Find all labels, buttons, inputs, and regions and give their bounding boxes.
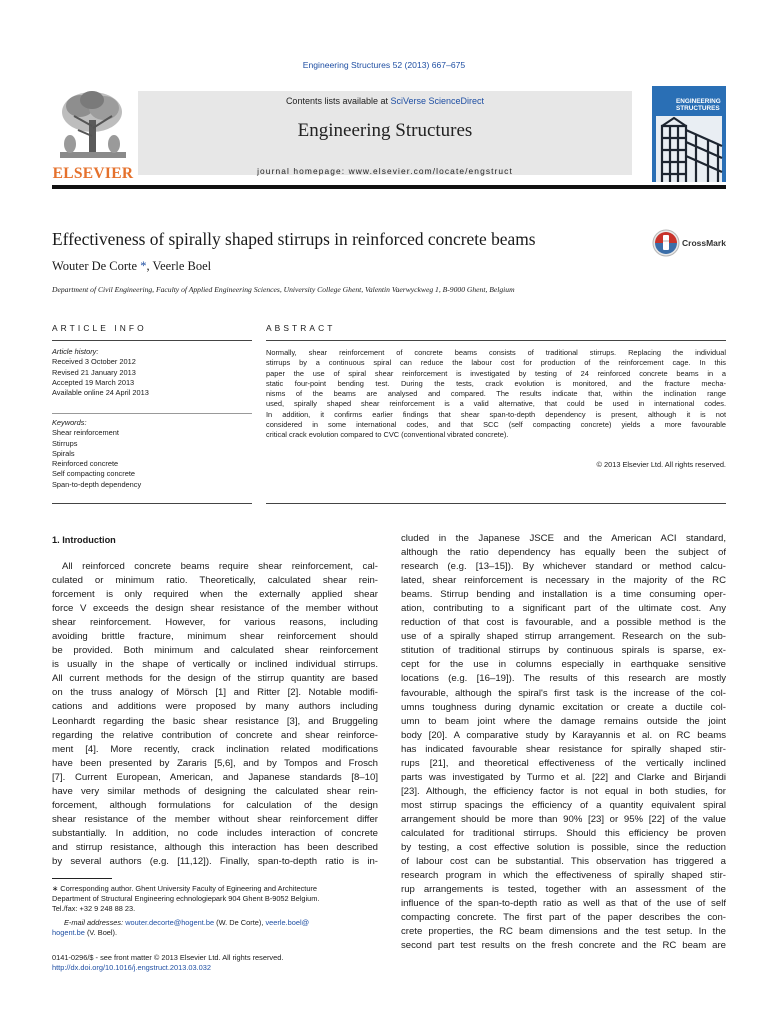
body-line: research (e.g. [13–15]). By whichever standard or method calcu- [401,561,726,573]
body-line: most stirrup spacings the efficiency of a quantity equivalent spiral [401,799,726,811]
body-line: on the truss analogy of Mörsch [1] and Ritter [2]. Notable modifi- [52,687,378,699]
abstract-line: paper the use of spiral shear reinforcement is investigated by testing of 24 reinforced concrete beams in a [266,368,726,378]
body-line: shear resistance of the member without shear reinforcement differ [52,813,378,825]
contents-prefix: Contents lists available at [285,96,391,106]
body-line: ation, contributing to a significant part of the ultimate cost. Any [401,603,726,615]
contents-line [138,96,632,106]
author-name: Wouter De Corte [52,259,138,273]
footnote-rule [52,878,112,879]
paper-title: Effectiveness of spirally shaped stirrups in reinforced concrete beams [52,229,536,249]
author-affiliation: Department of Civil Engineering, Faculty of Applied Engineering Sciences, University College Ghent, Valentin Vaerwyckweg 1, B-9000 Ghent, Belgium [52,285,515,294]
email-label: E-mail addresses: [64,918,124,927]
body-line: avoiding brittle fracture, minimum shear reinforcement should [52,631,378,643]
body-column-left [52,560,378,869]
footnote-line: Department of Structural Engineering echnologiepark 904 Ghent B-9052 Belgium. [52,894,320,903]
body-line: influence of the span-to-depth ratio as well as that of the use of self [401,898,726,910]
keyword: Self compacting concrete [52,469,135,479]
body-line: have been presented by Zararis [5,6], and by Tompos and Frosch [52,757,378,769]
body-line: although the ratio dependency has equally been the subject of [401,547,726,559]
body-line: locations (e.g. [16–19]). The results of this research are mostly [401,673,726,685]
body-line: second part test results on the fresh concrete and the RC beam are [401,940,726,952]
body-line: by several authors (e.g. [11,12]). Finally, span-to-depth ratio is in- [52,855,378,867]
body-line: rup arrangements is tested, together with an assessment of the [401,884,726,896]
publisher-logo-text: ELSEVIER [52,165,134,182]
cover-title [676,98,726,112]
section-heading: 1. Introduction [52,535,116,545]
email-owner: (V. Boel). [84,928,118,937]
body-line: cept for the use in columns especially in earthquake sensitive [401,659,726,671]
history-online: Available online 24 April 2013 [52,388,149,398]
body-line: compacting concrete. The first part of the paper describes the con- [401,912,726,924]
body-line: forcement is only required when the externally applied shear [52,589,378,601]
crossmark-label[interactable]: CrossMark [682,238,726,248]
body-line: be provided. Both minimum and calculated shear reinforcement [52,645,378,657]
corresponding-author-marker[interactable]: * [140,259,147,273]
body-line: shear reinforcement. However, for various reasons, including [52,617,378,629]
abstract-line: Normally, shear reinforcement of concrete beams consists of traditional stirrups. Replacing the individual [266,348,726,357]
body-column-right [401,532,726,953]
article-info-heading: ARTICLE INFO [52,323,147,333]
body-line: have very similar methods of designing the calculated shear rein- [52,785,378,797]
abstract-rule [266,340,726,341]
email-link-boel[interactable]: veerle.boel@ [265,918,310,927]
body-line: regarding the relative contribution of concrete and shear reinforce- [52,729,378,741]
history-label: Article history: [52,347,99,356]
body-line: favourable, although the spiral's first task is the increase of the col- [401,687,726,699]
body-line: arrangement should be more than 90% [23] or 95% [22] of the value [401,813,726,825]
footnote-emails [64,918,378,928]
front-matter: 0141-0296/$ - see front matter © 2013 Elsevier Ltd. All rights reserved. [52,953,284,962]
crossmark-icon [652,228,680,258]
abstract-line: static four-point bending test. During the tests, crack evolution is monitored, and the fracture mecha- [266,378,726,388]
body-line: is usually in the shape of vertically or inclined individual stirrups. [52,659,378,671]
abstract-line: In addition, it confirms earlier findings that shear span-to-depth dependency is present, although it is not [266,409,726,419]
body-line: calculated for traditional stirrups. Should this efficiency be proven [401,827,726,839]
body-line: parts was investigated by Turmo et al. [22] and Clarke and Birjandi [401,771,726,783]
abstract-body [266,348,726,441]
abstract-heading: ABSTRACT [266,323,336,333]
body-line: of labour cost can be substantial. This observation has triggered a [401,856,726,868]
keyword: Span-to-depth dependency [52,479,142,489]
body-line: lated, shear reinforcement is necessary in the majority of the RC [401,575,726,587]
body-line: reduction of that cost is favourable, and a possible method is the [401,617,726,629]
body-line: [7]. Current European, American, and Japanese standards [8–10] [52,771,378,783]
keyword: Reinforced concrete [52,459,119,469]
body-line: umn to beam joint where the damage remains outside the joint [401,715,726,727]
author-name: Veerle Boel [152,259,212,273]
abstract-line: considered in some international codes, and that SCC (self compacting concrete) yields a more favourable [266,420,726,430]
body-line: rups [21], and theoretical effectiveness of the vertically inclined [401,757,726,769]
body-line: force V exceeds the design shear resistance of the member without [52,603,378,615]
body-line: ment [4]. More recently, crack inclination related modifications [52,743,378,755]
article-info-bottom-rule [52,503,252,504]
author-list [52,259,211,274]
history-received: Received 3 October 2012 [52,357,136,367]
body-line: [23]. Although, the efficiency factor is not equal in both studies, for [401,785,726,797]
body-line: use of a spirally shaped stirrup arrangement. Research on the sub- [401,631,726,643]
body-line: Leonhardt regarding the basic shear resistance [3], and Bruggeling [52,715,378,727]
sciencedirect-link[interactable]: SciVerse ScienceDirect [390,96,485,106]
abstract-line: used, spirally shaped shear reinforcement is a valid alternative, that could be used in international codes. [266,399,726,409]
journal-homepage[interactable]: journal homepage: www.elsevier.com/locate/engstruct [257,166,513,176]
keyword: Stirrups [52,438,78,448]
abstract-line: stirrups by a continuous spiral can reduce the labour cost for production of the reinforcement cage. In this [266,358,726,368]
body-line: culated or minimum ratio. Theoretically, calculated shear rein- [52,575,378,587]
body-line: All reinforced concrete beams require shear reinforcement, cal- [62,561,378,572]
abstract-copyright: © 2013 Elsevier Ltd. All rights reserved. [596,460,726,469]
tree-icon [52,86,134,166]
email-owner: (W. De Corte), [214,918,266,927]
body-line: umns toughness during dynamic excitation or create a ductile col- [401,701,726,713]
body-line: stitution of traditional stirrups by continuous spirals is sparse, ex- [401,645,726,657]
body-line: substantially. In addition, no code includes interaction of concrete [52,827,378,839]
keywords-label: Keywords: [52,418,87,427]
body-line: forcement, although formulations for calculation of the design [52,799,378,811]
body-line: cluded in the Japanese JSCE and the American ACI standard, [401,533,726,544]
author-separator: , [146,259,153,273]
body-line: and stirrup resistance, although this interaction has been described [52,841,378,853]
footnote-emails-cont [52,928,378,938]
body-line: research program in which the effectiveness of spirally shaped stir- [401,870,726,882]
cover-title-line-1: ENGINEERING [676,98,721,105]
body-line: by testing, a cost effective solution is possible, since the reduction [401,842,726,854]
journal-title: Engineering Structures [297,120,473,141]
email-link-boel-cont[interactable]: hogent.be [52,928,85,937]
body-line: crete properties, the RC beam dimensions and the test setup. In the [401,926,726,938]
history-revised: Revised 21 January 2013 [52,367,136,377]
keywords-list [52,418,141,490]
abstract-line: critical crack evolution compared to CVC (conventional vibrated concrete). [266,430,509,440]
keyword: Spirals [52,448,75,458]
keyword: Shear reinforcement [52,428,119,438]
body-line: beams. Stirrup bending and installation is a time consuming oper- [401,589,726,601]
footnote-line: Tel./fax: +32 9 248 88 23. [52,904,136,913]
header-divider [52,185,726,189]
body-line: has indicated favourable shear resistance for spirally shaped stir- [401,743,726,755]
body-line: body [20]. A comparative study by Karayannis et al. on RC beams [401,729,726,741]
email-link-decorte[interactable]: wouter.decorte@hogent.be [125,918,215,927]
keywords-rule [52,413,252,414]
article-history [52,347,149,398]
abstract-bottom-rule [266,503,726,504]
history-accepted: Accepted 19 March 2013 [52,377,135,387]
abstract-line: nisms of the beams are analysed and compared. The results indicate that, within the inclination range [266,389,726,399]
journal-citation[interactable]: Engineering Structures 52 (2013) 667–675 [302,60,466,70]
body-line: cations and additions were proposed by many authors including [52,701,378,713]
doi-link[interactable]: http://dx.doi.org/10.1016/j.engstruct.2013.03.032 [52,963,212,972]
footnote-line: ∗ Corresponding author. Ghent University Faculty of Egineering and Architecture [52,884,318,893]
cover-title-line-2: STRUCTURES [676,105,720,112]
body-line: All current methods for the design of the stirrup quantity are based [52,673,378,685]
article-info-rule [52,340,252,341]
